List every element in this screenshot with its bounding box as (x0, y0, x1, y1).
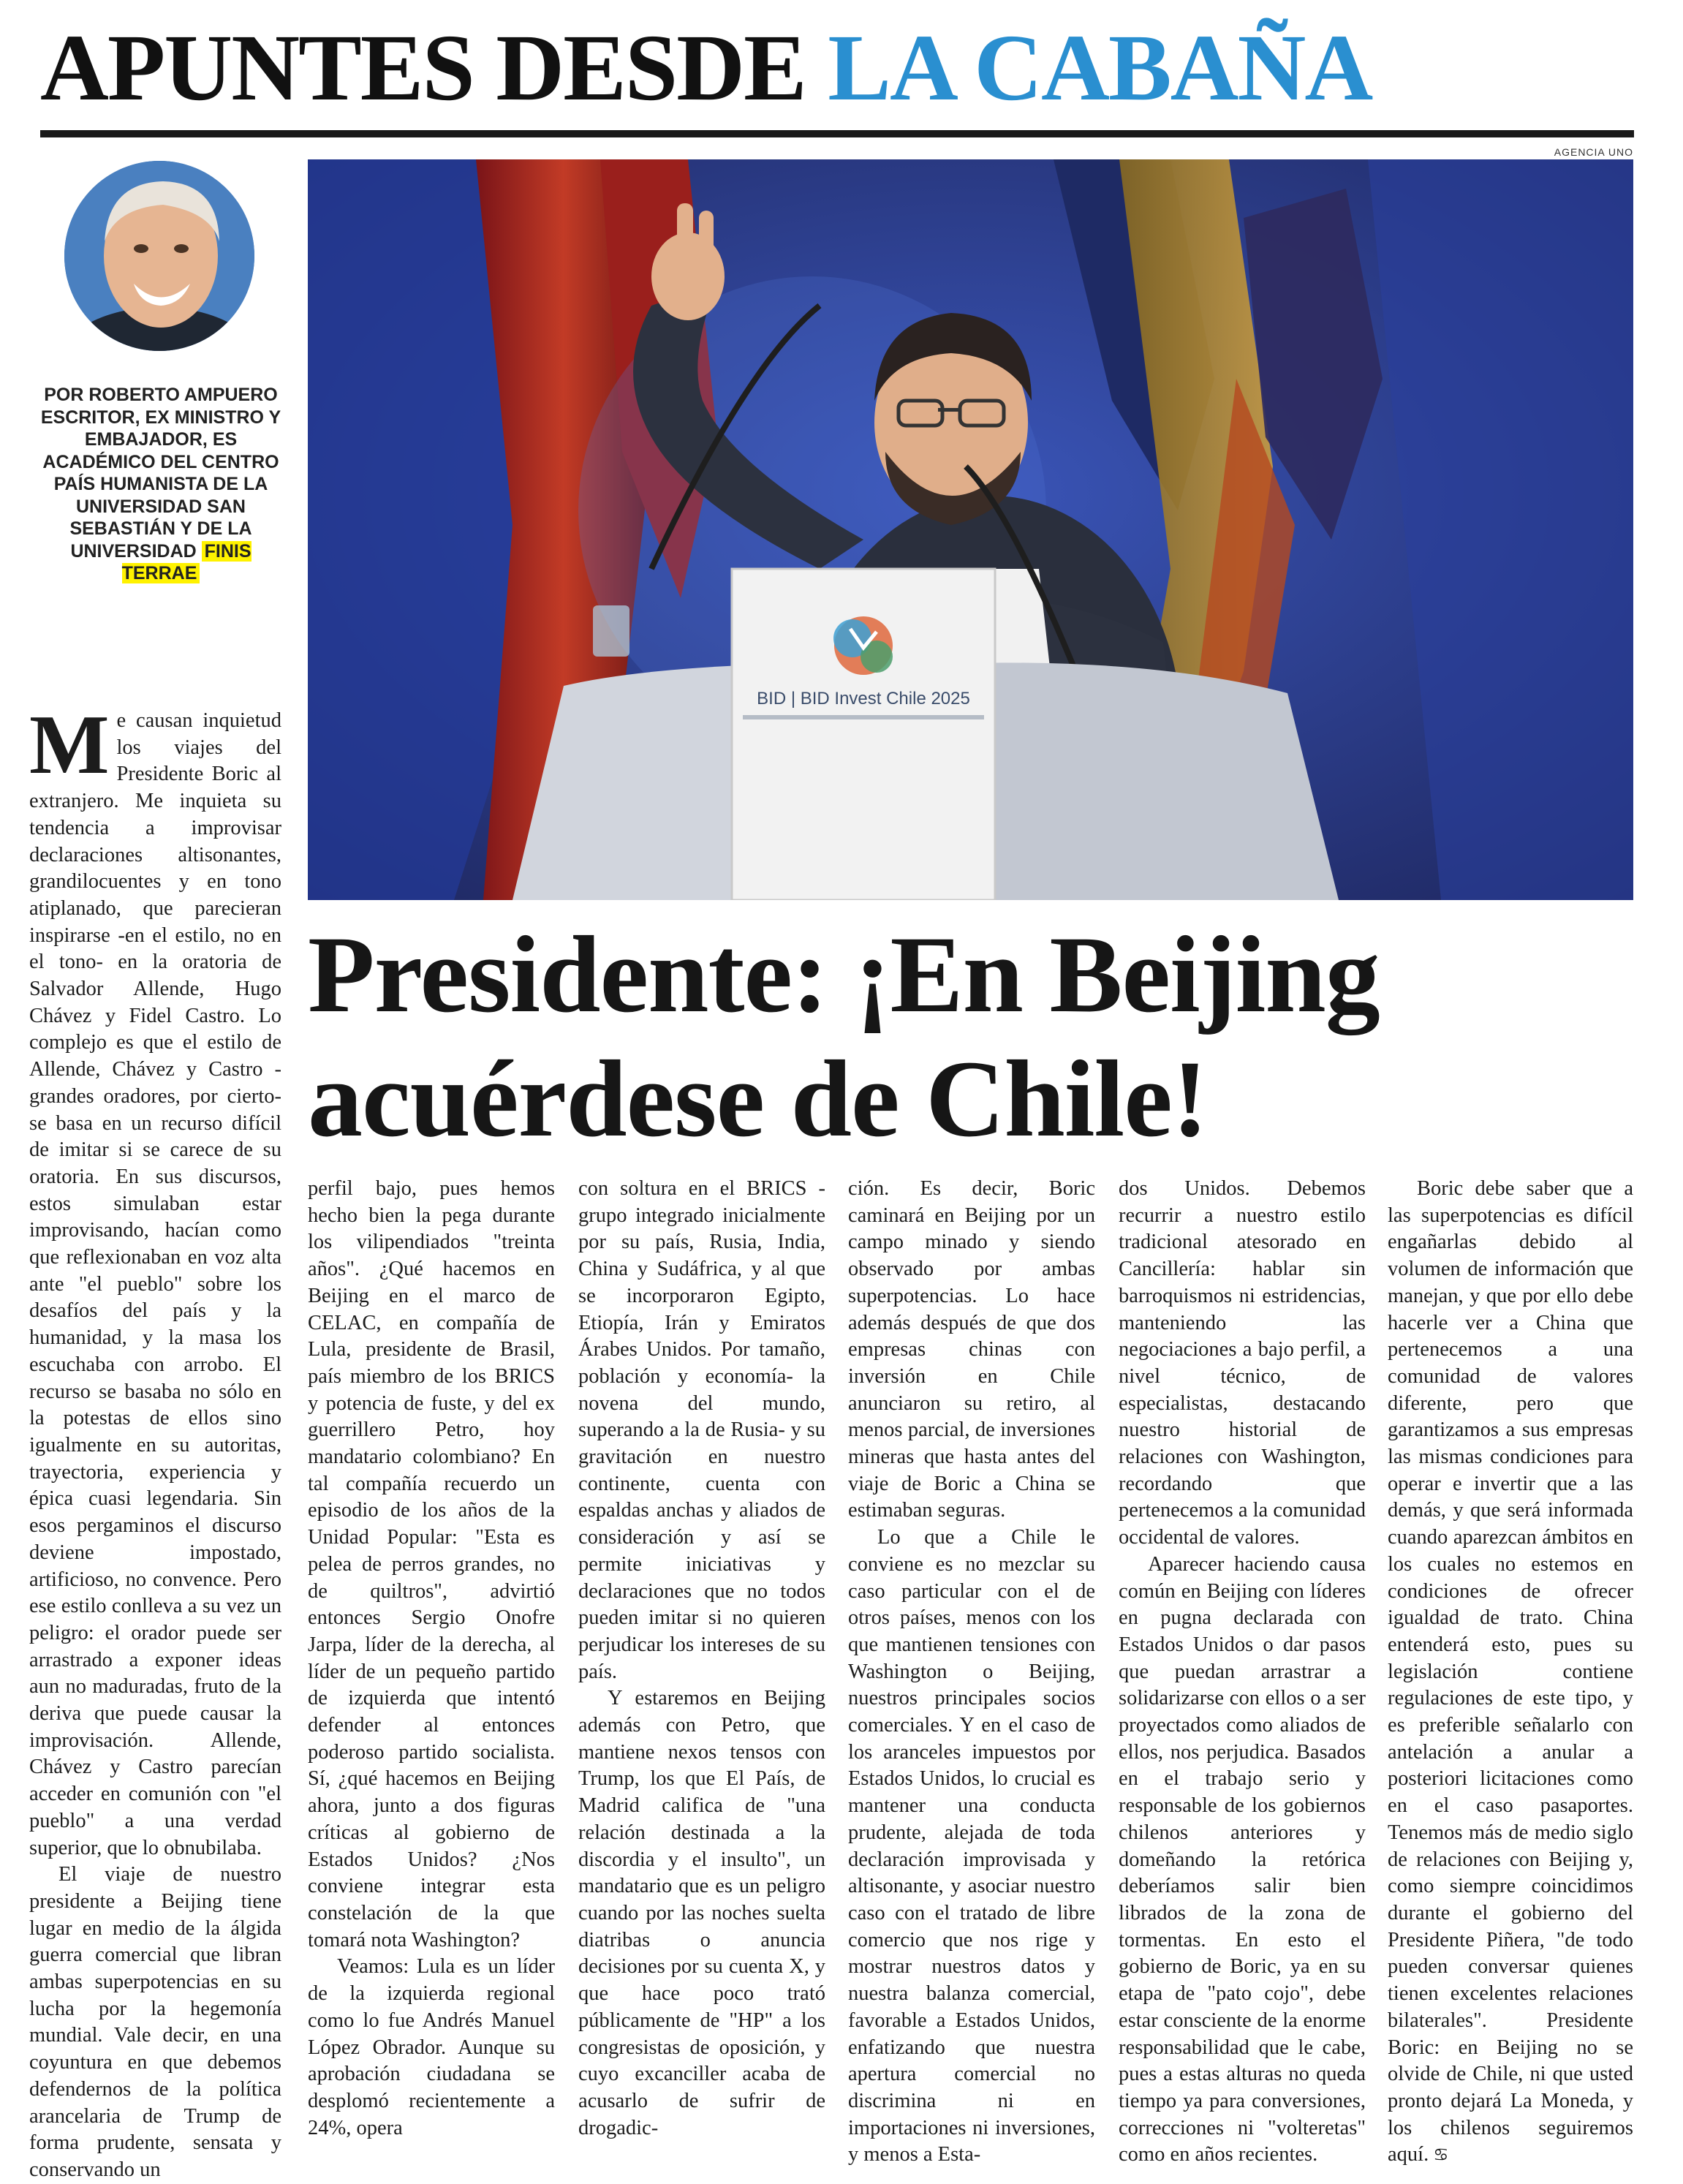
drop-cap: M (29, 698, 110, 792)
article-paragraph: perfil bajo, pues hemos hecho bien la pega durante los vilipendiados "treinta años". ¿Qué hacemos en Beijing en el marco de CELAC, en compañía de Lula, presidente de Brasil, país miembro de los BRICS y potencia de fuste, y del ex guerrillero Petro, hoy mandatario colombiano? En tal compañía recuerdo un episodio de los años de la Unidad Popular: "Esta es pelea de perros grandes, no de quiltros", advirtió entonces Sergio Onofre Jarpa, líder de la derecha, al líder de un pequeño partido de izquierda que intentó defender al entonces poderoso partido socialista. Sí, ¿qué hacemos en Beijing ahora, junto a dos figuras críticas al gobierno de Estados Unidos? ¿Nos conviene integrar esta constelación de la que tomará nota Washington? (308, 1177, 555, 1951)
article-paragraph: con soltura en el BRICS -grupo integrado inicialmente por su país, Rusia, India, China y Sudáfrica, y al que se incorporaron Egipto, Etiopía, Irán y Emiratos Árabes Unidos. Por tamaño, población y economía- la novena del mundo, superando a la de Rusia- y su gravitación en nuestro continente, cuenta con espaldas anchas y aliados de consideración y así se permite iniciativas y declaraciones que no todos pueden imitar si no quieren perjudicar los intereses de su país. (578, 1177, 825, 1683)
article-paragraph: El viaje de nuestro presidente a Beijing tiene lugar en medio de la álgida guerra comercial que libran ambas superpotencias en su lucha por la hegemonía mundial. Vale decir, en una coyuntura en que debemos defendernos de la política arancelaria de Trump de forma prudente, sensata y conservando un (29, 1863, 281, 2181)
lead-photo-illustration (308, 159, 1633, 900)
headline (308, 912, 1633, 1161)
article-column-6 (1388, 1176, 1633, 2169)
photo-credit: AGENCIA UNO (1554, 146, 1633, 158)
author-byline (29, 384, 292, 585)
lead-photo (308, 159, 1633, 900)
article-paragraph: Veamos: Lula es un líder de la izquierda regional como lo fue Andrés Manuel López Obrador. Aunque su aprobación ciudadana se desplomó recientemente a 24%, opera (308, 1955, 555, 2139)
article-column-3 (578, 1176, 825, 2142)
section-header-part1: APUNTES DESDE (40, 15, 806, 121)
section-header (40, 13, 1649, 123)
article-paragraph: Y estaremos en Beijing además con Petro, que mantiene nexos tensos con Trump, los que El País, de Madrid califica de "una relación destinada a la discordia y el insulto", un mandatario que es un peligro cuando por las noches suelta diatribas o anuncia decisiones por su cuenta X, y que hace poco trató públicamente de "HP" a los congresistas de oposición, y cuyo excanciller acaba de acusarlo de sufrir de drogadic- (578, 1687, 825, 2139)
article-paragraph: dos Unidos. Debemos recurrir a nuestro estilo tradicional atesorado en Cancillería: hablar sin barroquismos ni estridencias, manteniendo las negociaciones a bajo perfil, a nivel técnico, de especialistas, destacando nuestro historial de relaciones con Washington, recordando que pertenecemos a la comunidad occidental de valores. (1119, 1177, 1366, 1549)
article-paragraph: Me causan inquietud los viajes del Presidente Boric al extranjero. Me inquieta su tendencia a improvisar declaraciones altisonantes, grandilocuentes y en tono atiplanado, que parecieran inspirarse -en el estilo, no en el tono- en la oratoria de Salvador Allende, Hugo Chávez y Fidel Castro. Lo complejo es que el estilo de Allende, Chávez y Castro -grandes oradores, por cierto- se basa en un recurso difícil de imitar si se carece de su oratoria. En sus discursos, estos simulaban estar improvisando, hacían como que reflexionaban en voz alta ante "el pueblo" sobre los desafíos del país y la humanidad, y la masa los escuchaba con arrobo. El recurso se basaba no sólo en la potestas de ellos sino igualmente en su autoritas, trayectoria, experiencia y épica cuasi legendaria. Sin esos pergaminos el discurso deviene impostado, artificioso, no convence. Pero ese estilo conlleva a su vez un peligro: el orador puede ser arrastrado a exponer ideas aun no maduradas, fruto de la deriva que puede causar la improvisación. Allende, Chávez y Castro parecían acceder en comunión con "el pueblo" a una verdad superior, que lo obnubilaba. (29, 698, 281, 1859)
header-rule (40, 130, 1634, 137)
article-column-1 (29, 698, 281, 2184)
end-mark-icon: ♋ (1433, 2145, 1449, 2166)
article-column-4 (848, 1176, 1095, 2169)
section-header-part2: LA CABAÑA (828, 15, 1372, 121)
article-paragraph: Boric debe saber que a las superpotencias es difícil engañarlas debido al volumen de información que manejan, y que por ello debe hacerle ver a China que pertenecemos a una comunidad de valores diferente, pero que garantizamos a sus empresas las mismas condiciones para operar e invertir que a las demás, y que será informada cuando aparezcan ámbitos en los cuales no estemos en condiciones de ofrecer igualdad de trato. China entenderá esto, pues su legislación contiene regulaciones de este tipo, y es preferible señalarlo con antelación a anular a posteriori licitaciones como en el caso pasaportes. Tenemos más de medio siglo de relaciones con Beijing y, como siempre coincidimos durante el gobierno del Presidente Piñera, "de todo pueden conversar quienes tienen excelentes relaciones bilaterales". Presidente Boric: en Beijing no se olvide de Chile, ni que usted pronto dejará La Moneda, y los chilenos seguiremos aquí. ♋ (1388, 1177, 1633, 2166)
byline-text: POR ROBERTO AMPUERO ESCRITOR, EX MINISTRO Y EMBAJADOR, ES ACADÉMICO DEL CENTRO PAÍS HUMANISTA DE LA UNIVERSIDAD SAN SEBASTIÁN Y DE LA UNIVERSIDAD (40, 385, 281, 562)
headline-line-2: acuérdese de Chile! (308, 1038, 1208, 1160)
author-avatar (64, 161, 254, 351)
article-paragraph: ción. Es decir, Boric caminará en Beijing por un campo minado y siendo observado por ambas superpotencias. Lo hace además después de que dos empresas chinas con inversión en Chile anunciaron su retiro, al menos parcial, de inversiones mineras que hasta antes del viaje de Boric a China se estimaban seguras. (848, 1177, 1095, 1522)
article-paragraph: Aparecer haciendo causa común en Beijing con líderes en pugna declarada con Estados Unidos o dar pasos que puedan arrastrar a solidarizarse con ellos o a ser proyectados como aliados de ellos, nos perjudica. Basados en el trabajo serio y responsable de los gobiernos chilenos anteriores y domeñando la retórica deberíamos salir bien librados de la zona de tormentas. En esto el gobierno de Boric, ya en su etapa de "pato cojo", debe estar consciente de la enorme responsabilidad que le cabe, pues a estas alturas no queda tiempo ya para conversiones, correcciones ni "volteretas" como en años recientes. (1119, 1552, 1366, 2166)
article-column-2 (308, 1176, 555, 2142)
podium-logo-text: BID | BID Invest Chile 2025 (757, 689, 970, 709)
byline-highlight: FINIS TERRAE (121, 540, 251, 583)
author-portrait (64, 161, 254, 351)
article-paragraph: Lo que a Chile le conviene es no mezclar su caso particular con el de otros países, menos con los que mantienen tensiones con Washington o Beijing, nuestros principales socios comerciales. Y en el caso de los aranceles impuestos por Estados Unidos, lo crucial es mantener una conducta prudente, alejada de toda declaración improvisada y altisonante, y asociar nuestro caso con el tratado de libre comercio que nos rige y mostrar nuestros datos y nuestra balanza comercial, favorable a Estados Unidos, enfatizando que nuestra apertura comercial no discrimina ni en importaciones ni inversiones, y menos a Esta- (848, 1526, 1095, 2166)
headline-line-1: Presidente: ¡En Beijing (308, 914, 1380, 1035)
article-column-5 (1119, 1176, 1366, 2169)
